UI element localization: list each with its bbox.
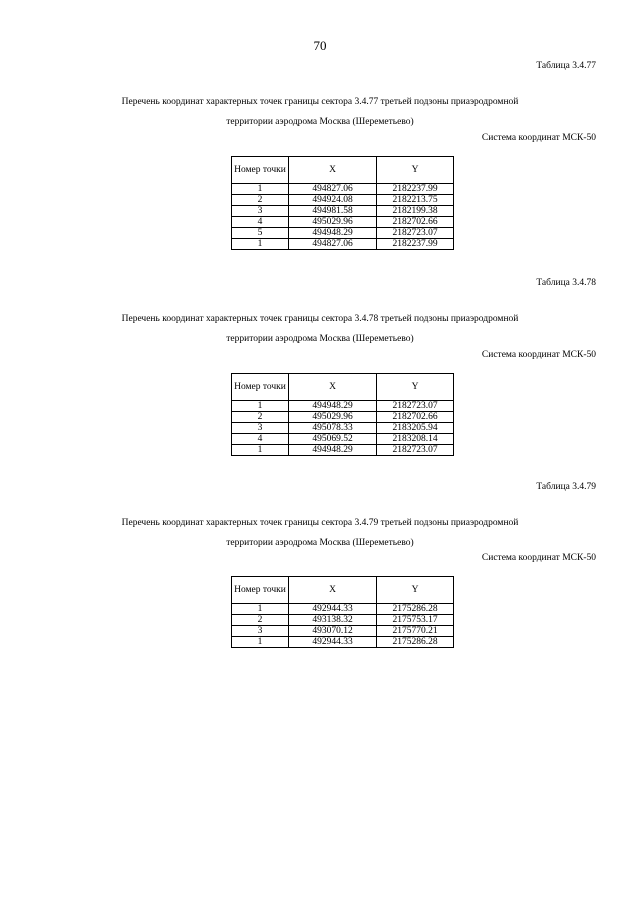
cell-y: 2183205.94	[377, 423, 454, 434]
cell-y: 2183208.14	[377, 434, 454, 445]
table-row	[232, 195, 454, 206]
cell-x: 492944.33	[289, 604, 377, 615]
header-x: X	[289, 157, 377, 184]
cell-x: 493070.12	[289, 626, 377, 637]
cell-point-number: 3	[232, 626, 289, 637]
cell-x: 495029.96	[289, 412, 377, 423]
table-header-row	[232, 374, 454, 401]
cell-x: 494924.08	[289, 195, 377, 206]
cell-x: 495069.52	[289, 434, 377, 445]
cell-point-number: 5	[232, 228, 289, 239]
cell-x: 494827.06	[289, 239, 377, 250]
coordinate-system-label: Система координат МСК-50	[481, 350, 596, 360]
cell-point-number: 4	[232, 217, 289, 228]
table-header-row	[232, 157, 454, 184]
table-label: Таблица 3.4.79	[536, 482, 596, 492]
cell-point-number: 2	[232, 412, 289, 423]
table-caption-line1: Перечень координат характерных точек границы сектора 3.4.79 третьей подзоны приаэродромной	[121, 518, 519, 528]
table-label: Таблица 3.4.77	[536, 61, 596, 71]
table-row	[232, 228, 454, 239]
cell-point-number: 4	[232, 434, 289, 445]
cell-x: 494948.29	[289, 445, 377, 456]
cell-y: 2175286.28	[377, 604, 454, 615]
coordinate-system-label: Система координат МСК-50	[481, 553, 596, 563]
coordinates-table	[231, 576, 454, 648]
cell-y: 2175286.28	[377, 637, 454, 648]
header-point-number: Номер точки	[232, 157, 289, 184]
table-caption-line1: Перечень координат характерных точек границы сектора 3.4.78 третьей подзоны приаэродромной	[121, 314, 519, 324]
table-caption	[0, 309, 640, 349]
table-row	[232, 423, 454, 434]
table-row	[232, 434, 454, 445]
cell-x: 495078.33	[289, 423, 377, 434]
cell-y: 2182199.38	[377, 206, 454, 217]
cell-x: 494948.29	[289, 228, 377, 239]
cell-y: 2182702.66	[377, 217, 454, 228]
table-row	[232, 615, 454, 626]
table-caption-line2: территории аэродрома Москва (Шереметьево)	[226, 334, 414, 344]
cell-y: 2182723.07	[377, 401, 454, 412]
cell-y: 2182723.07	[377, 228, 454, 239]
table-caption-line2: территории аэродрома Москва (Шереметьево)	[226, 117, 414, 127]
cell-point-number: 1	[232, 637, 289, 648]
table-row	[232, 637, 454, 648]
cell-point-number: 1	[232, 604, 289, 615]
cell-point-number: 2	[232, 195, 289, 206]
cell-x: 492944.33	[289, 637, 377, 648]
header-x: X	[289, 374, 377, 401]
table-row	[232, 401, 454, 412]
table-row	[232, 445, 454, 456]
table-row	[232, 206, 454, 217]
coordinates-table	[231, 373, 454, 456]
table-caption	[0, 513, 640, 553]
coordinate-system-label: Система координат МСК-50	[481, 133, 596, 143]
cell-y: 2182237.99	[377, 184, 454, 195]
header-point-number: Номер точки	[232, 374, 289, 401]
cell-x: 493138.32	[289, 615, 377, 626]
table-row	[232, 217, 454, 228]
table-row	[232, 412, 454, 423]
cell-x: 495029.96	[289, 217, 377, 228]
page-number: 70	[313, 38, 327, 53]
cell-point-number: 1	[232, 401, 289, 412]
table-caption-line2: территории аэродрома Москва (Шереметьево)	[226, 538, 414, 548]
table-caption-line1: Перечень координат характерных точек границы сектора 3.4.77 третьей подзоны приаэродромной	[121, 97, 519, 107]
table-row	[232, 239, 454, 250]
cell-y: 2175770.21	[377, 626, 454, 637]
cell-x: 494948.29	[289, 401, 377, 412]
cell-y: 2182213.75	[377, 195, 454, 206]
cell-point-number: 2	[232, 615, 289, 626]
cell-point-number: 1	[232, 184, 289, 195]
cell-x: 494981.58	[289, 206, 377, 217]
table-header-row	[232, 577, 454, 604]
cell-x: 494827.06	[289, 184, 377, 195]
cell-y: 2182237.99	[377, 239, 454, 250]
cell-point-number: 3	[232, 423, 289, 434]
table-label: Таблица 3.4.78	[536, 278, 596, 288]
header-y: Y	[377, 374, 454, 401]
header-y: Y	[377, 157, 454, 184]
table-row	[232, 604, 454, 615]
header-x: X	[289, 577, 377, 604]
cell-point-number: 1	[232, 239, 289, 250]
table-caption	[0, 92, 640, 132]
cell-point-number: 3	[232, 206, 289, 217]
cell-y: 2182723.07	[377, 445, 454, 456]
header-point-number: Номер точки	[232, 577, 289, 604]
header-y: Y	[377, 577, 454, 604]
cell-point-number: 1	[232, 445, 289, 456]
table-row	[232, 184, 454, 195]
cell-y: 2182702.66	[377, 412, 454, 423]
cell-y: 2175753.17	[377, 615, 454, 626]
coordinates-table	[231, 156, 454, 250]
table-row	[232, 626, 454, 637]
